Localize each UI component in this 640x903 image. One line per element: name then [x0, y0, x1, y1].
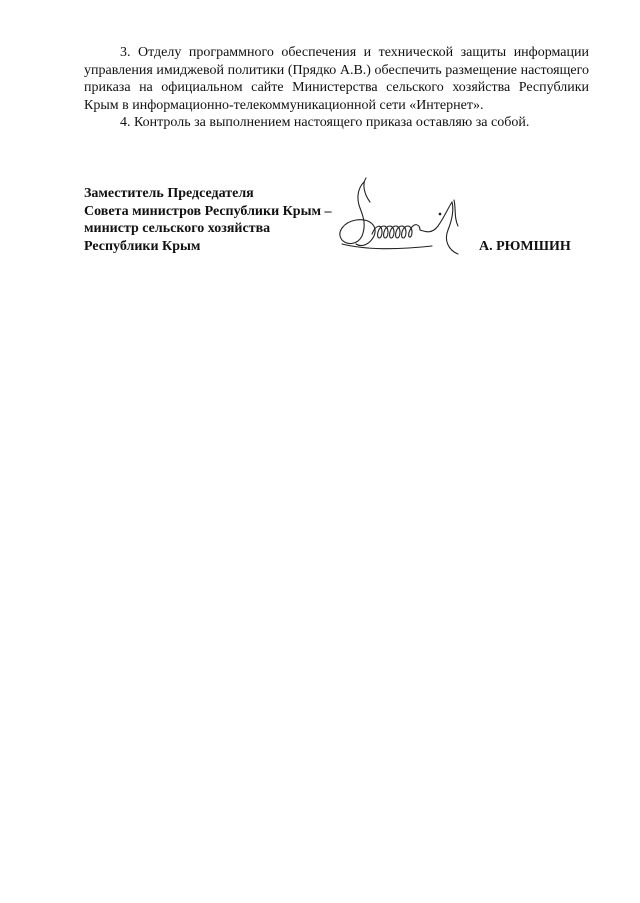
signatory-title-line: Республики Крым — [84, 238, 201, 254]
handwritten-signature-icon — [336, 174, 476, 266]
document-body — [84, 44, 589, 132]
signatory-name: А. РЮМШИН — [479, 239, 571, 254]
paragraph-3: 3. Отделу программного обеспечения и технической защиты информации управления имиджевой политики (Прядко А.В.) обеспечить размещение настоящего приказа на официальном сайте Министерства сельского хозяйства Республики Крым в информационно-телекоммуникационной сети «Интернет». — [84, 45, 589, 113]
paragraph-4: 4. Контроль за выполнением настоящего приказа оставляю за собой. — [120, 115, 530, 131]
signatory-title — [84, 185, 332, 255]
signatory-title-line: Заместитель Председателя — [84, 186, 254, 201]
signatory-title-line: министр сельского хозяйства — [84, 221, 271, 237]
signatory-title-line: Совета министров Республики Крым – — [84, 203, 332, 219]
